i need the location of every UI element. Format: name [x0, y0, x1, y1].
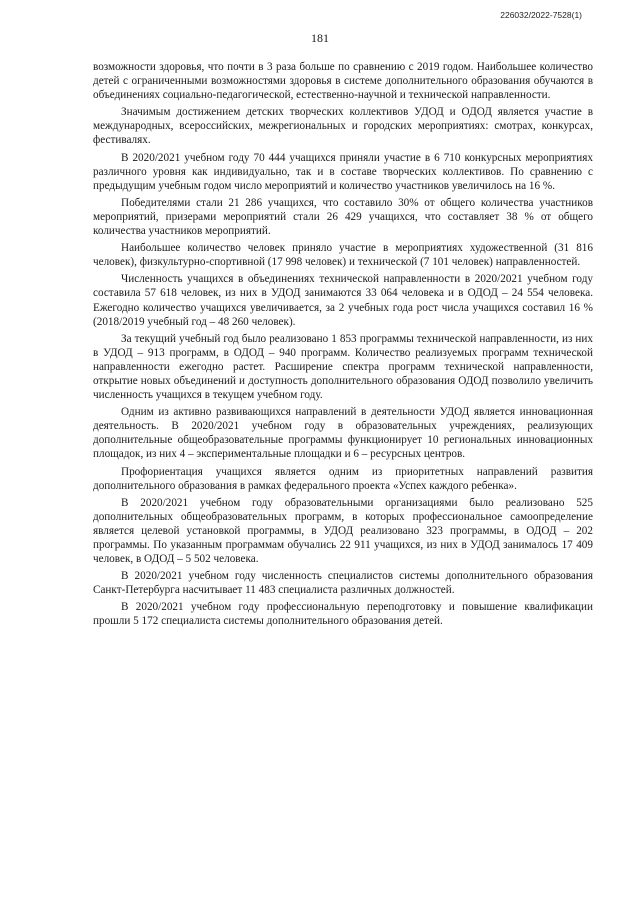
paragraph: Одним из активно развивающихся направлений в деятельности УДОД является инновационная деятельность. В 2020/2021 учебном году в образовательных учреждениях, реализующих дополнительные общеобразовательные программы функционирует 10 региональных инновационных площадок, из них 4 – экспериментальные площадки и 6 – ресурсных центров.: [93, 406, 593, 461]
paragraph: В 2020/2021 учебном году образовательными организациями было реализовано 525 дополнительных общеобразовательных программ, в которых профессиональное самоопределение является целевой установкой программы, в УДОД реализовано 323 программы, в ОДОД – 202 программы. По указанным программам обучались 22 911 учащихся, из них в УДОД занималось 17 409 человек, в ОДОД – 5 502 человека.: [93, 496, 593, 566]
body-text: [93, 60, 593, 632]
paragraph: В 2020/2021 учебном году профессиональную переподготовку и повышение квалификации прошли 5 172 специалиста системы дополнительного образования детей.: [93, 601, 593, 628]
paragraph: Победителями стали 21 286 учащихся, что составило 30% от общего количества участников мероприятий, призерами мероприятий стали 26 429 учащихся, что составляет 38 % от общего количества участников мероприятий.: [93, 196, 593, 238]
paragraph: Наибольшее количество человек приняло участие в мероприятиях художественной (31 816 человек), физкультурно-спортивной (17 998 человек) и технической (7 101 человек) направленностей.: [93, 242, 593, 269]
paragraph: Численность учащихся в объединениях технической направленности в 2020/2021 учебном году составила 57 618 человек, из них в УДОД занимаются 33 064 человека и в ОДОД – 24 554 человека. Ежегодно количество учащихся увеличивается, за 2 учебных года рост числа учащихся составил 16 % (2018/2019 учебный год – 48 260 человек).: [93, 273, 593, 328]
paragraph: Значимым достижением детских творческих коллективов УДОД и ОДОД является участие в международных, всероссийских, межрегиональных и городских мероприятиях: смотрах, конкурсах, фестивалях.: [93, 106, 593, 147]
paragraph: В 2020/2021 учебном году численность специалистов системы дополнительного образования Санкт-Петербурга насчитывает 11 483 специалиста различных должностей.: [93, 570, 593, 597]
page-number: 181: [311, 31, 329, 45]
paragraph: Профориентация учащихся является одним из приоритетных направлений развития дополнительного образования в рамках федерального проекта «Успех каждого ребенка».: [93, 465, 593, 492]
document-id: 226032/2022-7528(1): [500, 10, 582, 20]
paragraph: В 2020/2021 учебном году 70 444 учащихся приняли участие в 6 710 конкурсных мероприятиях различного уровня как индивидуально, так и в составе творческих коллективов. По сравнению с предыдущим учебным годом число мероприятий и количество участников увеличилось на 16 %.: [93, 151, 593, 192]
paragraph: За текущий учебный год было реализовано 1 853 программы технической направленности, из них в УДОД – 913 программ, в ОДОД – 940 программ. Количество реализуемых программ технической направленности ежегодно растет. Расширение спектра программ технической направленности, открытие новых объединений и доступность дополнительного образования ОДОД позволило увеличить численность учащихся в текущем учебном году.: [93, 332, 593, 402]
paragraph: возможности здоровья, что почти в 3 раза больше по сравнению с 2019 годом. Наибольшее количество детей с ограниченными возможностями здоровья в системе дополнительного образования обучаются в объединениях социально-педагогической, естественно-научной и технической направленности.: [93, 61, 593, 102]
